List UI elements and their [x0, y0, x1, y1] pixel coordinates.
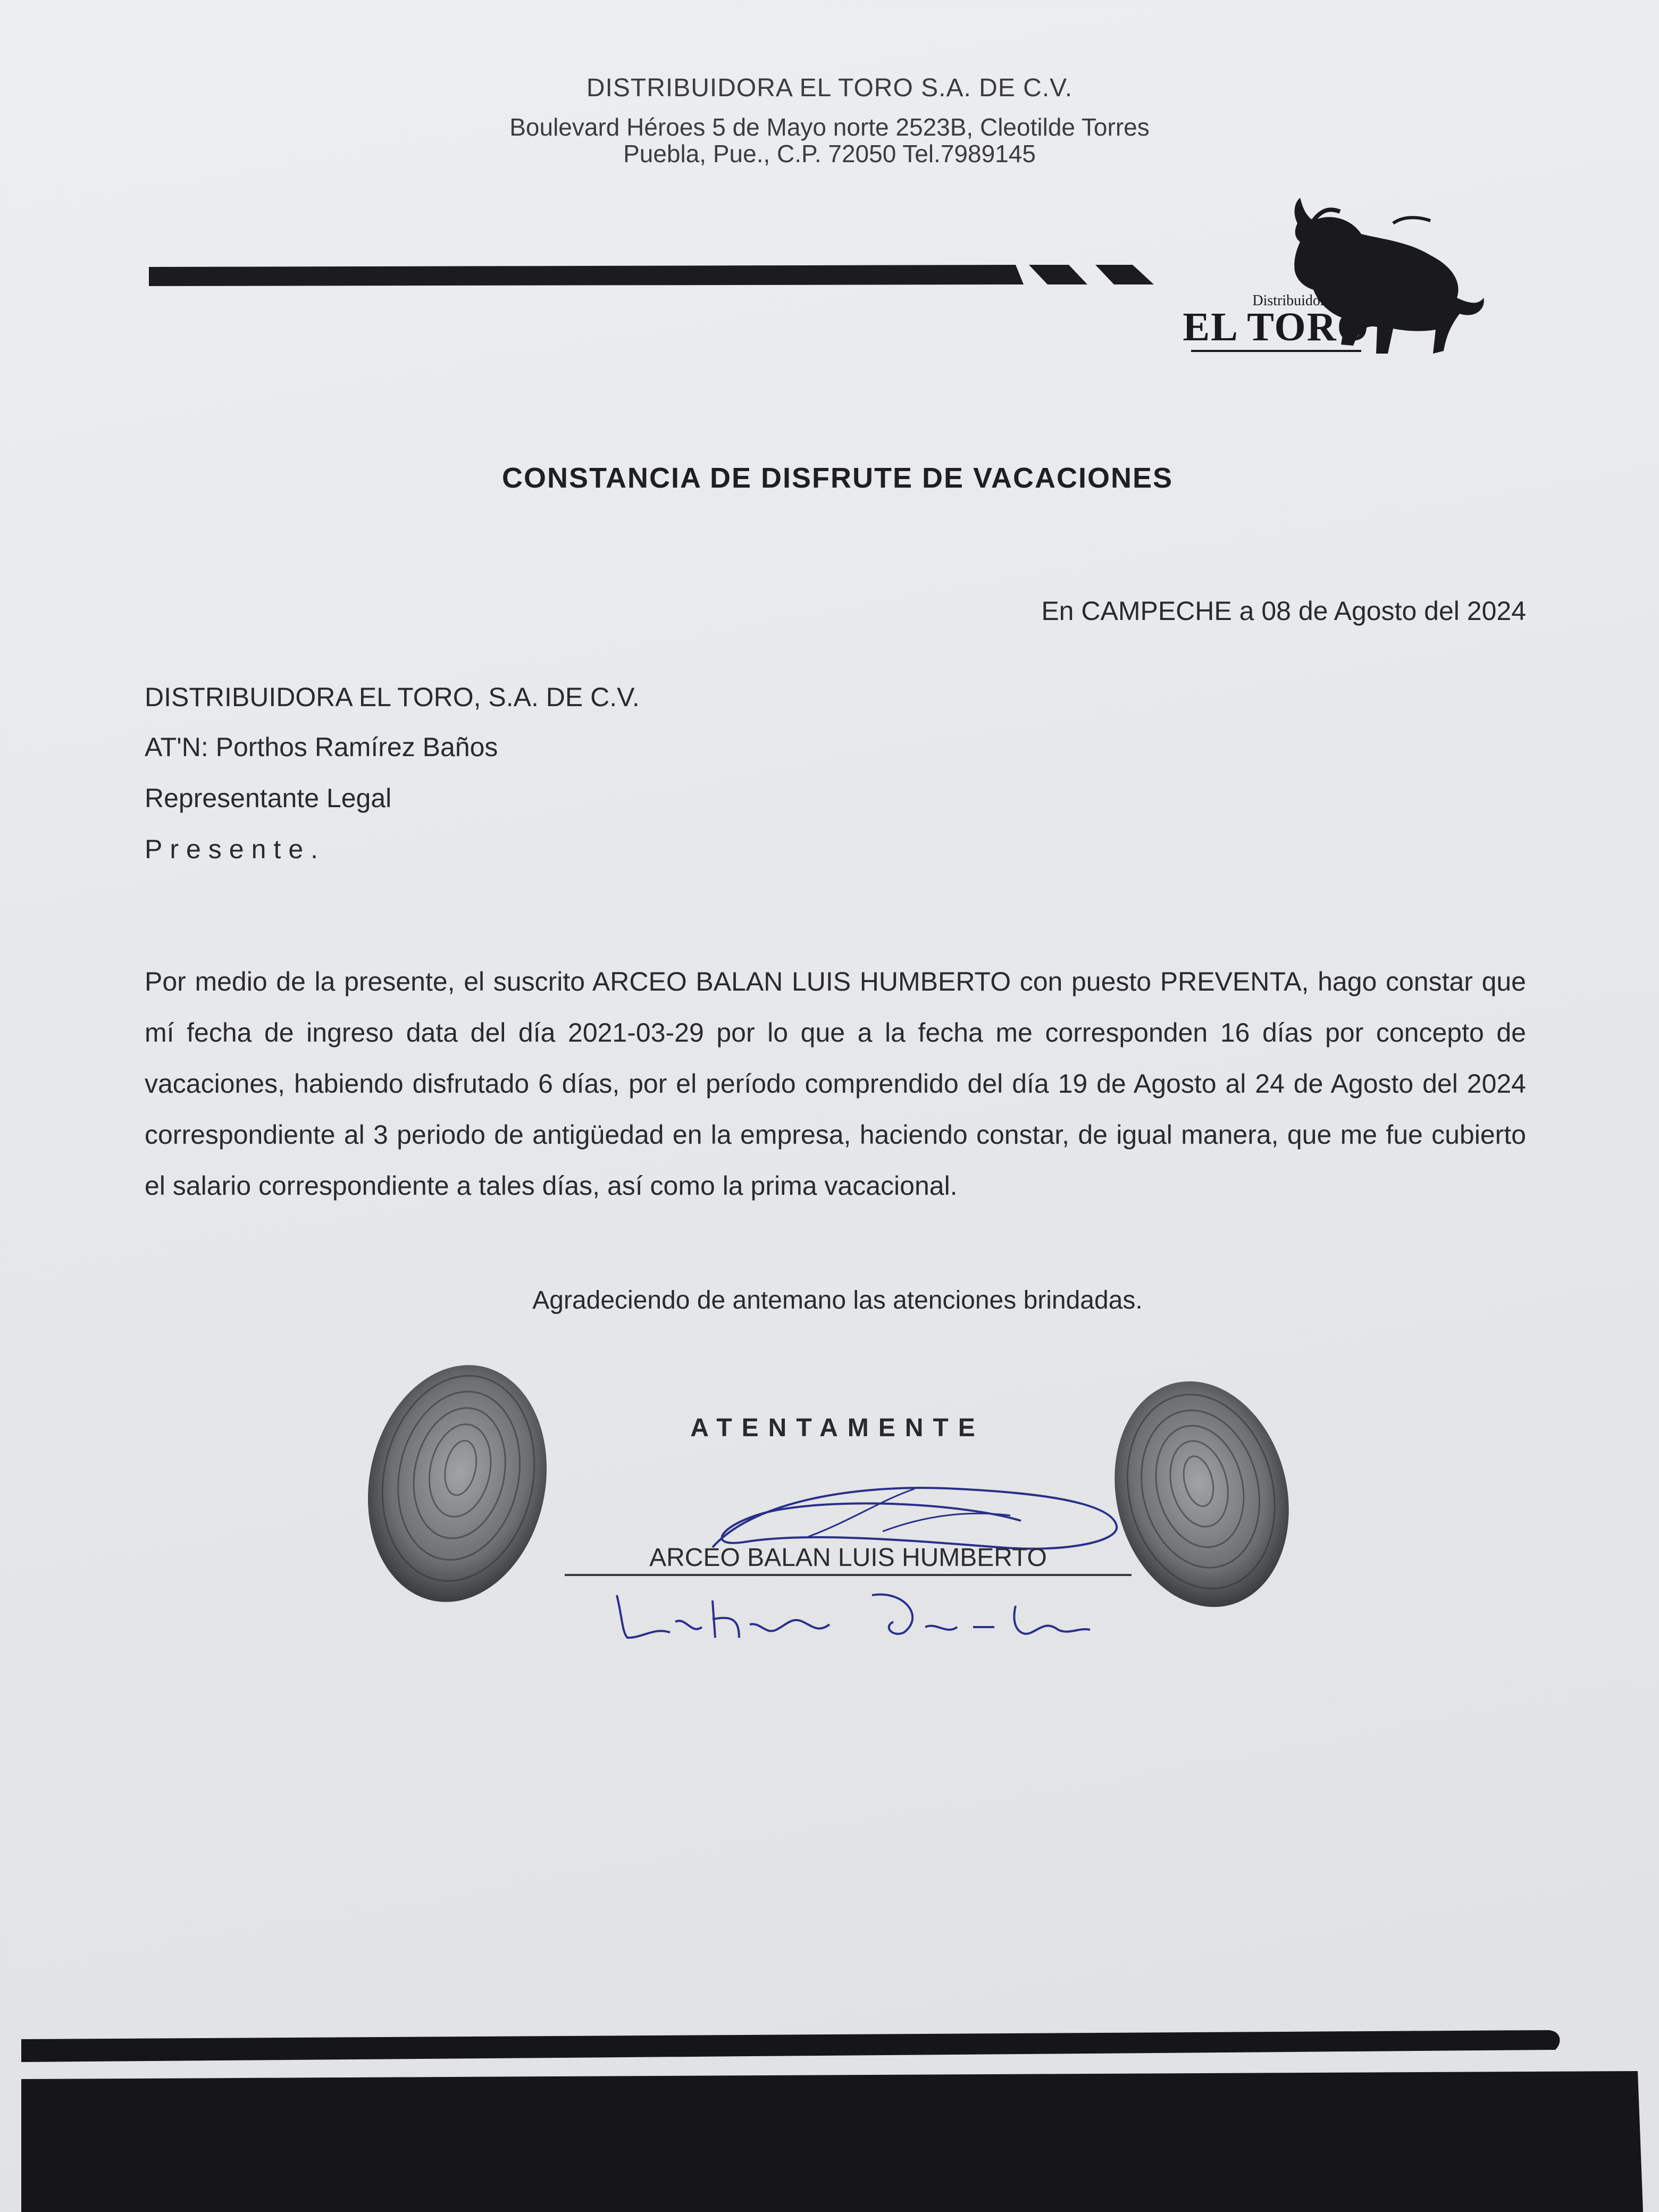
fingerprint-left [362, 1356, 553, 1611]
signature-line [565, 1574, 1132, 1576]
signer-name: ARCEO BALAN LUIS HUMBERTO [649, 1544, 1047, 1572]
letterhead-address-line-1: Boulevard Héroes 5 de Mayo norte 2523B, Cleotilde Torres [509, 113, 1150, 141]
logo-underline [1191, 350, 1361, 352]
letterhead-address-line-2: Puebla, Pue., C.P. 72050 Tel.7989145 [623, 140, 1036, 167]
closing-line: Agradeciendo de antemano las atenciones brindadas. [532, 1286, 1143, 1314]
letterhead-stripe [144, 255, 1180, 298]
place-date: En CAMPECHE a 08 de Agosto del 2024 [1041, 596, 1526, 626]
logo-small-text: Distribuidora [1252, 292, 1332, 309]
handwritten-name [606, 1585, 1106, 1648]
company-logo [1170, 191, 1499, 372]
recipient-attention: AT'N: Porthos Ramírez Baños [145, 732, 498, 762]
logo-brand: EL TORO [1183, 305, 1370, 349]
recipient-role: Representante Legal [145, 783, 392, 813]
recipient-company: DISTRIBUIDORA EL TORO, S.A. DE C.V. [145, 682, 640, 712]
recipient-presente: Presente. [145, 834, 326, 864]
letterhead-company: DISTRIBUIDORA EL TORO S.A. DE C.V. [586, 74, 1073, 102]
salutation: ATENTAMENTE [690, 1414, 985, 1442]
document-title: CONSTANCIA DE DISFRUTE DE VACACIONES [501, 462, 1174, 494]
body-paragraph: Por medio de la presente, el suscrito ARCEO BALAN LUIS HUMBERTO con puesto PREVENTA, hago constar que mí fecha de ingreso data del día 2021-03-29 por lo que a la fecha me corresponden 16 días por concepto de vacaciones, habiendo disfrutado 6 días, por el período comprendido del día 19 de Agosto al 24 de Agosto del 2024 correspondiente al 3 periodo de antigüedad en la empresa, haciendo constar, de igual manera, que me fue cubierto el salario correspondiente a tales días, así como la prima vacacional. [145, 967, 1526, 1201]
footer-stripe [0, 2021, 1659, 2212]
